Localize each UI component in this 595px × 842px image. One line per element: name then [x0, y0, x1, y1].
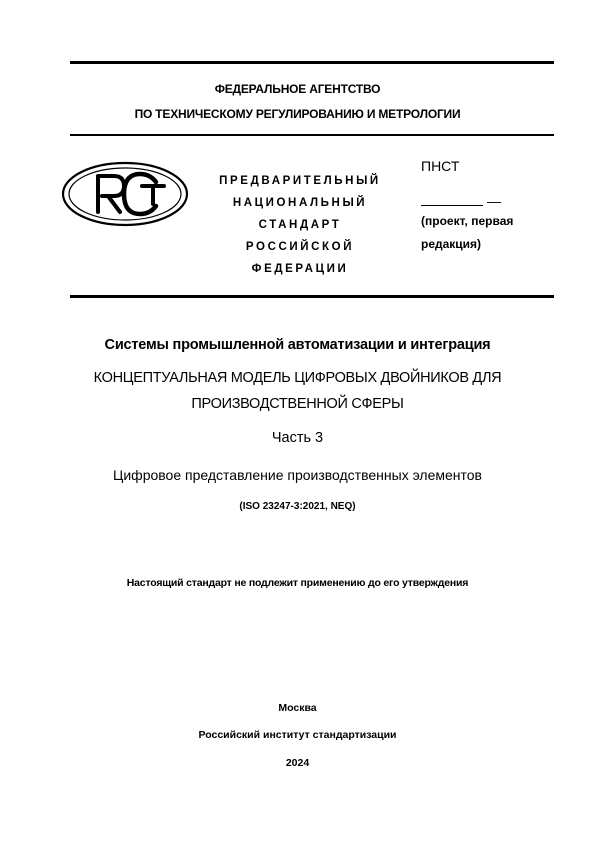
draft-note [421, 210, 513, 256]
standard-type-line-3: СТАНДАРТ [258, 219, 342, 231]
number-blank-line [421, 205, 483, 206]
standard-type [200, 170, 400, 280]
header-separator [70, 134, 554, 136]
draft-note-line-2: редакция) [421, 237, 482, 251]
standard-type-line-5: ФЕДЕРАЦИИ [251, 263, 349, 275]
standard-code: ПНСТ [421, 158, 460, 174]
footer-publisher: Российский институт стандартизации [198, 729, 397, 741]
standard-type-line-4: РОССИЙСКОЙ [245, 241, 355, 253]
part-number: Часть 3 [271, 430, 324, 446]
draft-note-line-1: (проект, первая [421, 214, 514, 228]
general-title: Системы промышленной автоматизации и интеграция [104, 337, 491, 353]
approval-notice: Настоящий стандарт не подлежит применению до его утверждения [126, 577, 469, 589]
number-dash: — [487, 193, 501, 209]
standard-type-line-1: ПРЕДВАРИТЕЛЬНЫЙ [219, 175, 381, 187]
iso-reference: (ISO 23247-3:2021, NEQ) [239, 501, 356, 512]
top-rule [70, 61, 554, 64]
title-separator [70, 295, 554, 298]
main-title-line-2: ПРОИЗВОДСТВЕННОЙ СФЕРЫ [191, 396, 404, 412]
agency-line-2: ПО ТЕХНИЧЕСКОМУ РЕГУЛИРОВАНИЮ И МЕТРОЛОГИИ [134, 107, 461, 121]
gost-r-logo-icon [60, 160, 190, 233]
main-title-line-1: КОНЦЕПТУАЛЬНАЯ МОДЕЛЬ ЦИФРОВЫХ ДВОЙНИКОВ ДЛЯ [93, 370, 502, 386]
footer-city: Москва [278, 702, 317, 714]
standard-type-line-2: НАЦИОНАЛЬНЫЙ [232, 197, 368, 209]
agency-line-1: ФЕДЕРАЛЬНОЕ АГЕНТСТВО [214, 82, 381, 96]
footer-year: 2024 [285, 757, 310, 769]
part-subtitle: Цифровое представление производственных элементов [113, 467, 482, 483]
